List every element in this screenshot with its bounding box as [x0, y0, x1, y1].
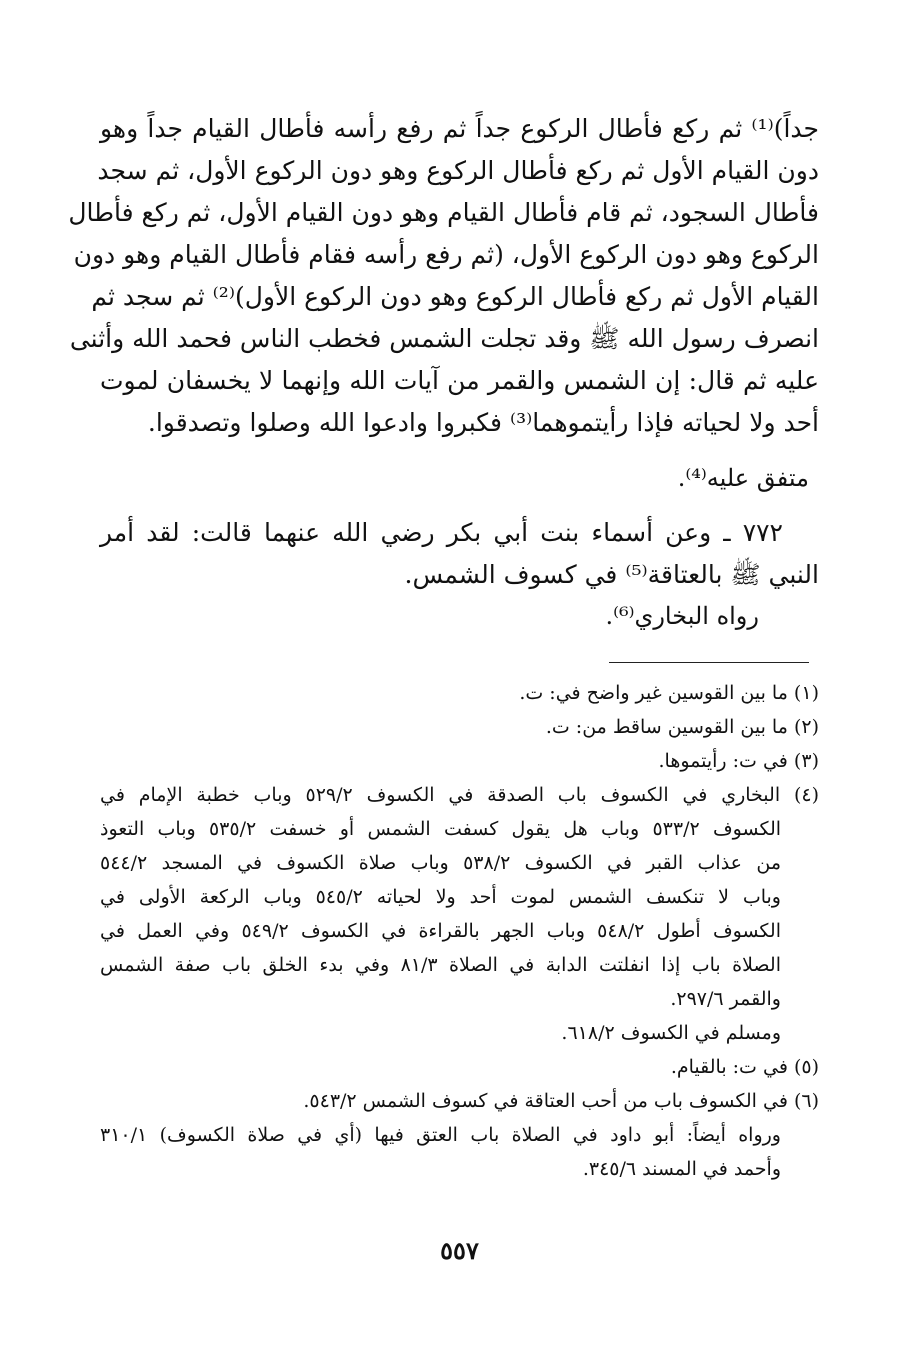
text-line: فأطال السجود، ثم قام فأطال القيام وهو دون القيام الأول، ثم ركع فأطال — [68, 198, 819, 227]
footnote-line: (٥) في ت: بالقيام. — [670, 1056, 819, 1078]
hadith-772-source: رواه البخاري⁽⁶⁾. — [605, 602, 759, 630]
text-line: دون القيام الأول ثم ركع فأطال الركوع وهو دون الركوع الأول، ثم سجد — [97, 156, 819, 185]
footnote-line: وباب لا تنكسف الشمس لموت أحد ولا لحياته ٥٤٥/٢ وباب الركعة الأولى في — [100, 886, 781, 908]
footnotes — [100, 676, 819, 1186]
footnote-line: والقمر ٢٩٧/٦. — [670, 988, 781, 1010]
text-line: انصرف رسول الله ﷺ وقد تجلت الشمس فخطب الناس فحمد الله وأثنى — [69, 324, 819, 353]
main-text — [68, 108, 819, 636]
hadith-771-source: متفق عليه⁽⁴⁾. — [677, 464, 809, 492]
footnote-line: الكسوف ٥٣٣/٢ وباب هل يقول كسفت الشمس أو خسفت ٥٣٥/٢ وباب التعوذ — [100, 818, 782, 840]
footnote-line: الكسوف أطول ٥٤٨/٢ وباب الجهر بالقراءة في الكسوف ٥٤٩/٢ وفي العمل في — [100, 920, 781, 942]
text-line: الركوع وهو دون الركوع الأول، (ثم رفع رأسه فقام فأطال القيام وهو دون — [73, 240, 819, 269]
hadith-771-continuation — [68, 108, 819, 444]
page-number: ٥٥٧ — [440, 1236, 479, 1265]
footnote-line: (٢) ما بين القوسين ساقط من: ت. — [545, 716, 819, 738]
text-line: أحد ولا لحياته فإذا رأيتموهما⁽³⁾ فكبروا وادعوا الله وصلوا وتصدقوا. — [147, 408, 819, 437]
footnote-line: من عذاب القبر في الكسوف ٥٣٨/٢ وباب صلاة الكسوف في المسجد ٥٤٤/٢ — [100, 852, 782, 874]
text-line: جداً)⁽¹⁾ ثم ركع فأطال الركوع جداً ثم رفع رأسه فأطال القيام جداً وهو — [100, 114, 819, 143]
footnote-line: ورواه أيضاً: أبو داود في الصلاة باب العتق فيها (أي في صلاة الكسوف) ٣١٠/١ — [100, 1124, 781, 1146]
footnote-line: (٤) البخاري في الكسوف باب الصدقة في الكسوف ٥٢٩/٢ وباب خطبة الإمام في — [100, 784, 820, 806]
text-line: القيام الأول ثم ركع فأطال الركوع وهو دون الركوع الأول)⁽²⁾ ثم سجد ثم — [91, 282, 819, 311]
footnote-line: الصلاة باب إذا انفلتت الدابة في الصلاة ٨١/٣ وفي بدء الخلق باب صفة الشمس — [100, 954, 781, 976]
text-line: ٧٧٢ ـ وعن أسماء بنت أبي بكر رضي الله عنهما قالت: لقد أمر — [100, 518, 783, 547]
footnote-line: ومسلم في الكسوف ٦١٨/٢. — [561, 1022, 781, 1044]
footnote-line: (٦) في الكسوف باب من أحب العتاقة في كسوف الشمس ٥٤٣/٢. — [303, 1090, 819, 1112]
footnote-separator — [609, 662, 809, 663]
footnote-line: (٣) في ت: رأيتموها. — [658, 750, 819, 772]
hadith-772 — [100, 512, 819, 596]
footnote-line: وأحمد في المسند ٣٤٥/٦. — [582, 1158, 781, 1180]
footnote-line: (١) ما بين القوسين غير واضح في: ت. — [519, 682, 819, 704]
text-line: النبي ﷺ بالعتاقة⁽⁵⁾ في كسوف الشمس. — [404, 560, 819, 589]
text-line: عليه ثم قال: إن الشمس والقمر من آيات الله وإنهما لا يخسفان لموت — [100, 366, 819, 395]
